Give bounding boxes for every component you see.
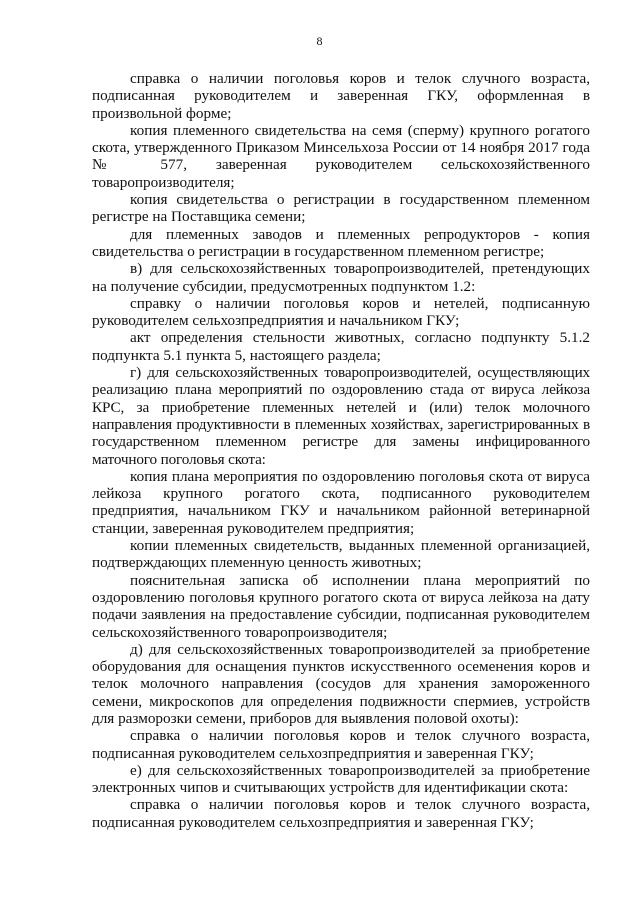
paragraph-section-g: г) для сельскохозяйственных товаропроизводителей, осуществляющих реализацию плана мероприятий по оздоровлению стада от вируса лейкоза КРС, за приобретение племенных нетелей и (или) телок молочного направления продуктивности в племенных хозяйствах, зарегистрированных в государственном племенном регистре для замены инфицированного маточного поголовья скота: (92, 364, 590, 468)
paragraph-certificate-cows: справка о наличии поголовья коров и телок случного возраста, подписанная руководителем и заверенная ГКУ, оформленная в произвольной форме; (92, 70, 590, 122)
paragraph-section-e: е) для сельскохозяйственных товаропроизводителей за приобретение электронных чипов и считывающих устройств для идентификации скота: (92, 761, 590, 797)
page-number: 8 (316, 34, 323, 48)
paragraph-breeding-farms: для племенных заводов и племенных репродукторов - копия свидетельства о регистрации в государственном племенном регистре; (92, 225, 590, 260)
document-body (92, 70, 590, 831)
paragraph-certificate-heifers: справку о наличии поголовья коров и нетелей, подписанную руководителем сельхозпредприятия и начальником ГКУ; (92, 294, 590, 330)
paragraph-explanatory-note: пояснительная записка об исполнении плана мероприятий по оздоровлению поголовья крупного рогатого скота от вируса лейкоза на дату подачи заявления на предоставление субсидии, подписанная руководителем сельскохозяйственного товаропроизводителя; (92, 571, 590, 641)
paragraph-section-v: в) для сельскохозяйственных товаропроизводителей, претендующих на получение субсидии, предусмотренных подпунктом 1.2: (92, 260, 590, 295)
paragraph-pregnancy-act: акт определения стельности животных, согласно подпункту 5.1.2 подпункта 5.1 пункта 5, настоящего раздела; (92, 329, 590, 364)
paragraph-certificate-section-d: справка о наличии поголовья коров и телок случного возраста, подписанная руководителем сельхозпредприятия и заверенная ГКУ; (92, 727, 590, 762)
paragraph-breeding-certificates: копии племенных свидетельств, выданных племенной организацией, подтверждающих племенную ценность животных; (92, 537, 590, 572)
paragraph-certificate-section-e: справка о наличии поголовья коров и телок случного возраста, подписанная руководителем сельхозпредприятия и заверенная ГКУ; (92, 796, 590, 831)
paragraph-section-d: д) для сельскохозяйственных товаропроизводителей за приобретение оборудования для оснащения пунктов искусственного осеменения коров и телок молочного направления (сосудов для хранения замороженного семени, микроскопов для определения подвижности спермиев, устройств для разморозки семени, приборов для выявления половой охоты): (92, 640, 590, 727)
paragraph-leukosis-plan: копия плана мероприятия по оздоровлению поголовья скота от вируса лейкоза крупного рогатого скота, подписанного руководителем предприятия, начальником ГКУ и начальником районной ветеринарной станции, заверенная руководителем предприятия; (92, 467, 590, 537)
paragraph-registration-supplier: копия свидетельства о регистрации в государственном племенном регистре на Поставщика семени; (92, 191, 590, 226)
paragraph-breeding-certificate-semen: копия племенного свидетельства на семя (сперму) крупного рогатого скота, утвержденного Приказом Минсельхоза России от 14 ноября 2017 года № 577, заверенная руководителем сельскохозяйственного товаропроизводителя; (92, 121, 590, 191)
